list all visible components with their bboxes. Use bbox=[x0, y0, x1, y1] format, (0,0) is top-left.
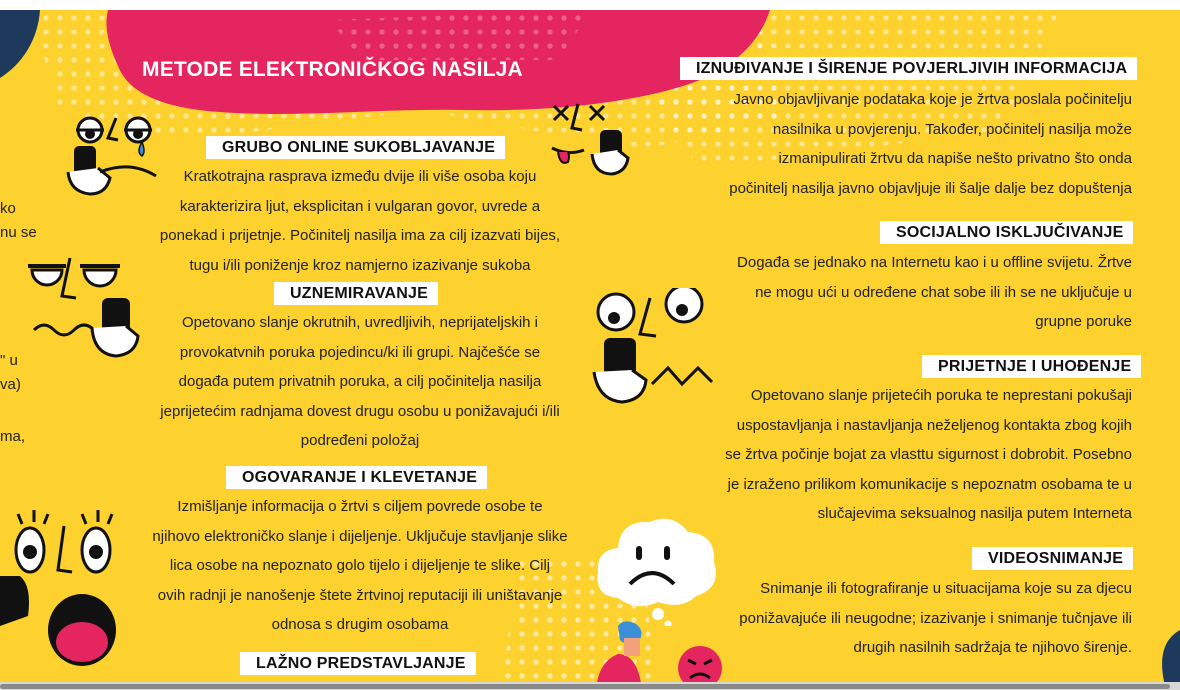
edge-text-fragment: ma, bbox=[0, 428, 26, 445]
text-line: Opetovano slanje prijetećih poruka te neprestani pokušaji bbox=[750, 387, 1132, 404]
section-heading-grubo: GRUBO ONLINE SUKOBLJAVANJE bbox=[212, 136, 505, 159]
text-line: ovih radnji je nanošenje štete žrtvinoj reputaciji ili uništavanje bbox=[157, 586, 563, 604]
text-line: Događa se jednako na Internetu kao i u offline svijetu. Žrtve bbox=[737, 254, 1132, 271]
text-line: drugih nasilnih sadržaja te njihovo širenje. bbox=[853, 639, 1132, 656]
section-heading-prijetnje: PRIJETNJE I UHOĐENJE bbox=[928, 355, 1141, 378]
edge-text-fragment: nu se bbox=[0, 224, 37, 241]
navy-corner-top-left bbox=[0, 10, 40, 78]
text-line: provokatvnih poruka pojedincu/ki ili grupi. Najčešće se bbox=[179, 343, 541, 361]
text-line: je izraženo prilikom komunikacije s nepoznatm osobama te u bbox=[727, 475, 1132, 493]
section-body-prijetnje bbox=[640, 381, 1132, 529]
section-body-iznudivanje bbox=[640, 85, 1132, 203]
text-line: lica osobe na nepoznato golo tijelo i dijeljenje te slike. Cilj bbox=[169, 557, 551, 574]
section-heading-lazno: LAŽNO PREDSTAVLJANJE bbox=[246, 652, 476, 675]
section-body-grubo bbox=[130, 162, 590, 280]
edge-text-fragment: " u bbox=[0, 352, 18, 369]
text-line: Opetovano slanje okrutnih, uvredljivih, neprijateljskih i bbox=[181, 314, 539, 331]
section-heading-uznemiravanje: UZNEMIRAVANJE bbox=[280, 282, 438, 305]
text-line: Izmišljanje informacija o žrtvi s ciljem povrede osobe te bbox=[177, 498, 543, 515]
text-line: tugu i/ili poniženje kroz namjerno izazivanje sukoba bbox=[189, 256, 531, 274]
text-line: grupne poruke bbox=[1035, 313, 1132, 330]
section-body-uznemiravanje bbox=[130, 308, 590, 456]
shocked-face-phone-icon bbox=[0, 506, 128, 682]
horizontal-scrollbar-thumb[interactable] bbox=[0, 684, 1170, 689]
text-line: izmanipulirati žrtvu da napiše nešto privatno što onda bbox=[778, 150, 1132, 167]
section-body-ogovaranje bbox=[130, 492, 590, 640]
section-heading-ogovaranje: OGOVARANJE I KLEVETANJE bbox=[232, 466, 487, 489]
text-line: ponekad i prijetnje. Počinitelj nasilja ima za cilj izazvati bijes, bbox=[159, 227, 561, 244]
text-line: karakterizira ljut, eksplicitan i vulgaran govor, uvrede a bbox=[179, 197, 541, 215]
text-line: slučajevima seksualnog nasilja putem Interneta bbox=[817, 505, 1132, 522]
section-body-socijalno bbox=[640, 248, 1132, 337]
text-line: jeprijetećim radnjama dovest drugu osobu u ponižavajući i/ili bbox=[160, 402, 560, 420]
text-line: odnosa s drugim osobama bbox=[271, 616, 449, 633]
text-line: događa putem privatnih poruka, a cilj počinitelja nasilja bbox=[178, 373, 542, 390]
text-line: ponižavajuće ili neugodne; izazivanje i snimanje tučnjave ili bbox=[739, 609, 1132, 627]
text-line: Kratkotrajna rasprava između dvije ili više osoba koju bbox=[183, 168, 537, 185]
text-line: ne mogu ući u određene chat sobe ili ih se ne uključuje u bbox=[755, 283, 1132, 301]
section-heading-socijalno: SOCIJALNO ISKLJUČIVANJE bbox=[886, 221, 1133, 244]
text-line: podređeni položaj bbox=[300, 432, 420, 449]
edge-text-fragment: ko bbox=[0, 200, 16, 217]
page-title: METODE ELEKTRONIČKOG NASILJA bbox=[142, 58, 523, 81]
text-line: njihovo elektroničko slanje i dijeljenje. Uključuje stavljanje slike bbox=[152, 527, 568, 545]
edge-text-fragment: va) bbox=[0, 376, 21, 393]
text-line: počinitelj nasilja javno objavljuje ili šalje dalje bez dopuštenja bbox=[729, 179, 1132, 197]
text-line: Javno objavljivanje podataka koje je žrtva poslala počinitelju bbox=[733, 91, 1132, 108]
text-line: uspostavljanja i nastavljanja neželjenog kontakta zbog kojih bbox=[736, 416, 1132, 434]
navy-corner-bottom-right bbox=[1162, 630, 1180, 690]
section-body-videosnimanje bbox=[640, 574, 1132, 663]
text-line: Snimanje ili fotografiranje u situacijama koje su za djecu bbox=[760, 580, 1132, 597]
text-line: se žrtva počinje bojat za vlasttu sigurnost i dobrobit. Posebno bbox=[725, 446, 1132, 463]
section-heading-iznudivanje: IZNUĐIVANJE I ŠIRENJE POVJERLJIVIH INFORMACIJA bbox=[686, 57, 1137, 80]
text-line: nasilnika u povjerenju. Također, počinitelj nasilja može bbox=[772, 120, 1132, 138]
section-heading-videosnimanje: VIDEOSNIMANJE bbox=[978, 547, 1133, 570]
